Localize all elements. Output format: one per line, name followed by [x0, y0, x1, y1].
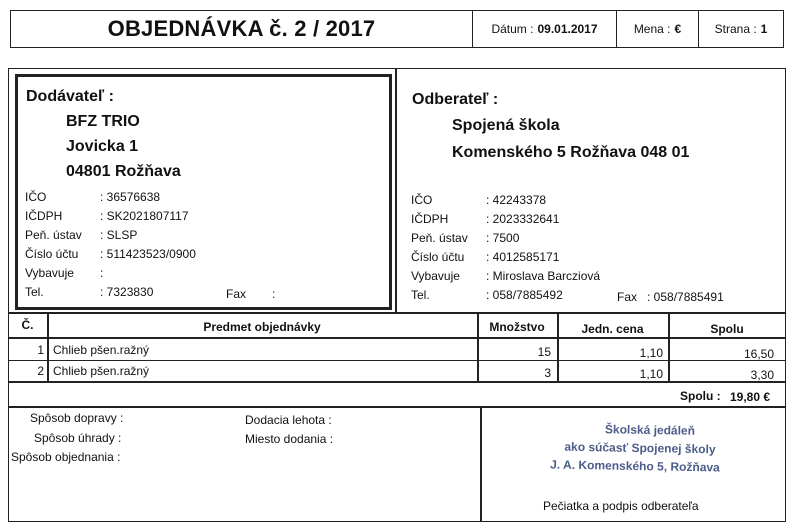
row2-unit-price: 1,10	[639, 367, 663, 381]
customer-name: Spojená škola	[452, 117, 560, 134]
customer-fax-label: Fax	[617, 290, 638, 304]
row1-unit-price: 1,10	[639, 346, 663, 360]
customer-ico-label: IČO	[411, 193, 433, 207]
supplier-ico-value: : 36576638	[100, 190, 161, 204]
customer-tel-value: : 058/7885492	[486, 288, 563, 302]
supplier-icdph-value: : SK2021807117	[100, 209, 189, 223]
order-header	[10, 10, 784, 48]
sum-label: Spolu :	[680, 389, 721, 403]
order-method-label: Spôsob objednania :	[11, 450, 121, 464]
th-total: Spolu	[710, 322, 744, 336]
currency-cell	[617, 11, 699, 47]
row2-total: 3,30	[750, 368, 774, 382]
order-title: OBJEDNÁVKA č. 2 / 2017	[11, 11, 473, 47]
row1-total: 16,50	[743, 347, 774, 361]
date-value: 09.01.2017	[537, 22, 598, 36]
customer-ico-value: : 42243378	[486, 193, 547, 207]
supplier-contact-value: :	[100, 266, 104, 280]
supplier-tel-label: Tel.	[25, 285, 44, 299]
row2-item: Chlieb pšen.ražný	[53, 364, 150, 378]
delivery-term-label: Dodacia lehota :	[245, 413, 332, 427]
supplier-title: Dodávateľ :	[26, 88, 114, 105]
supplier-contact-label: Vybavuje	[25, 266, 74, 280]
supplier-tel-value: : 7323830	[100, 285, 154, 299]
currency-label: Mena :	[633, 22, 671, 36]
customer-tel-label: Tel.	[411, 288, 430, 302]
page-cell	[699, 11, 783, 47]
th-qty: Množstvo	[489, 320, 545, 334]
party-divider	[395, 69, 397, 312]
row2-qty: 3	[544, 366, 551, 380]
row1-qty: 15	[537, 345, 551, 359]
customer-contact-value: : Miroslava Barcziová	[486, 269, 601, 283]
transport-label: Spôsob dopravy :	[30, 411, 124, 425]
supplier-fax-value: :	[272, 287, 276, 301]
supplier-account-label: Číslo účtu	[25, 247, 79, 261]
row1-no: 1	[37, 343, 44, 357]
supplier-icdph-label: IČDPH	[25, 209, 63, 223]
page-label: Strana :	[714, 22, 757, 36]
supplier-account-value: : 511423523/0900	[100, 247, 196, 261]
delivery-place-label: Miesto dodania :	[245, 432, 334, 446]
stamp-line-1: Školská jedáleň	[604, 422, 696, 438]
sum-value: 19,80 €	[730, 390, 771, 404]
currency-value: €	[674, 22, 682, 36]
customer-fax-value: : 058/7885491	[647, 290, 724, 304]
stamp-line-3: J. A. Komenského 5, Rožňava	[550, 457, 720, 475]
customer-contact-label: Vybavuje	[411, 269, 460, 283]
table-sum-line	[8, 406, 786, 408]
th-no: Č.	[21, 318, 34, 332]
row1-item: Chlieb pšen.ražný	[53, 343, 150, 357]
customer-title: Odberateľ :	[412, 91, 499, 108]
customer-bank-label: Peň. ústav	[411, 231, 468, 245]
customer-address: Komenského 5 Rožňava 048 01	[452, 144, 690, 161]
th-unit-price: Jedn. cena	[581, 322, 644, 336]
customer-icdph-value: : 2023332641	[486, 212, 560, 226]
supplier-ico-label: IČO	[25, 190, 47, 204]
page-value: 1	[760, 22, 768, 36]
supplier-name: BFZ TRIO	[66, 113, 140, 130]
date-label: Dátum :	[491, 22, 534, 36]
supplier-bank-value: : SLSP	[100, 228, 138, 242]
customer-account-label: Číslo účtu	[411, 250, 465, 264]
supplier-street: Jovicka 1	[66, 138, 139, 155]
supplier-bank-label: Peň. ústav	[25, 228, 82, 242]
customer-bank-value: : 7500	[486, 231, 520, 245]
date-cell	[473, 11, 617, 47]
supplier-city: 04801 Rožňava	[66, 163, 181, 180]
stamp-line-2: ako súčasť Spojenej školy	[564, 439, 716, 457]
th-item: Predmet objednávky	[203, 320, 321, 334]
supplier-fax-label: Fax	[226, 287, 247, 301]
footer-divider	[480, 406, 482, 522]
customer-icdph-label: IČDPH	[411, 212, 449, 226]
row2-no: 2	[37, 364, 44, 378]
payment-label: Spôsob úhrady :	[34, 431, 122, 445]
signature-label: Pečiatka a podpis odberateľa	[543, 499, 699, 513]
customer-account-value: : 4012585171	[486, 250, 560, 264]
